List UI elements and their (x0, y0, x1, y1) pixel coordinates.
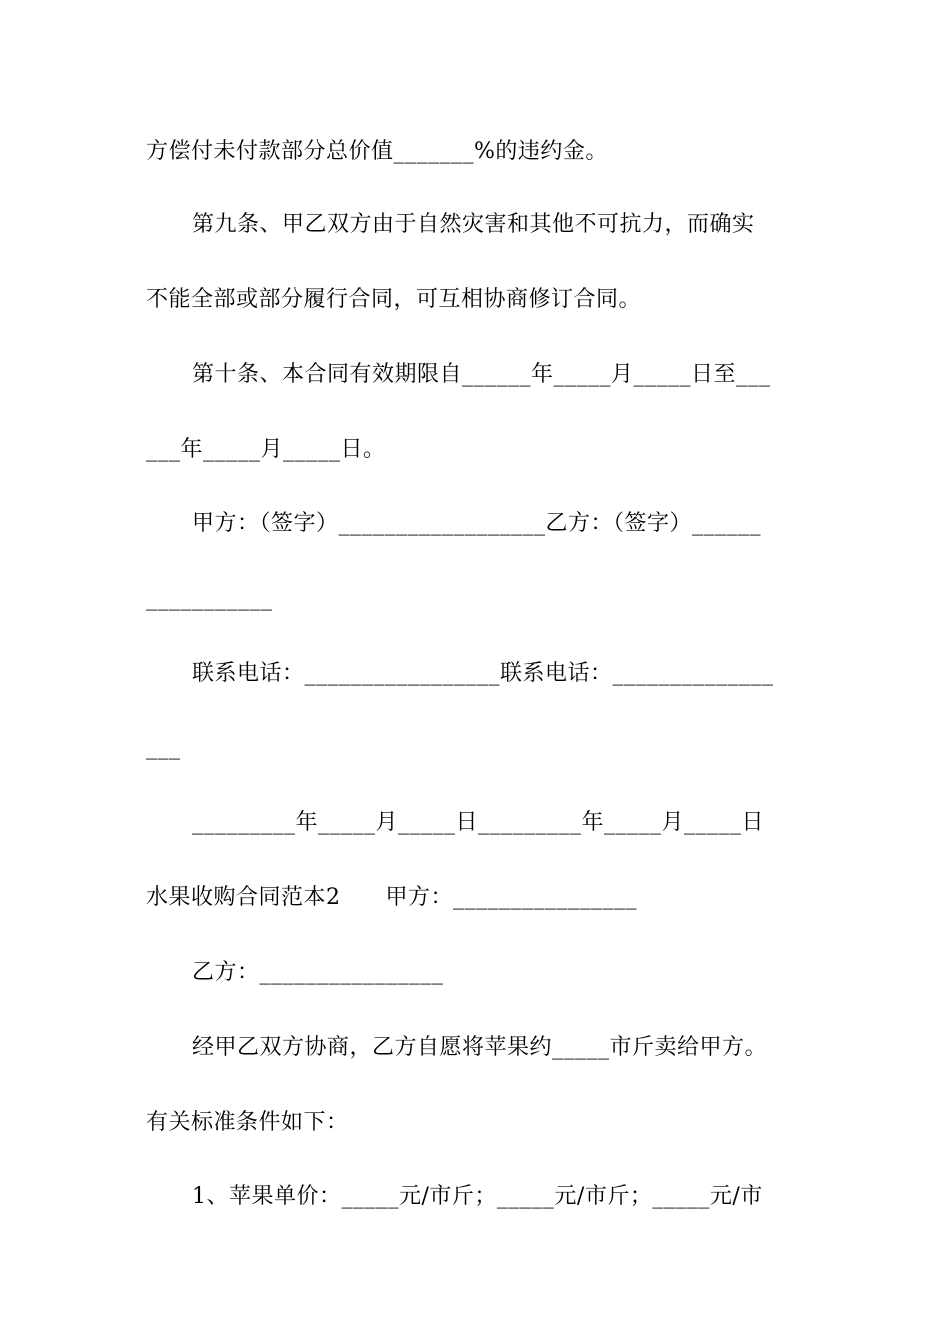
paragraph-line: 1、苹果单价：_____元/市斤；_____元/市斤；_____元/市 (192, 1184, 763, 1209)
paragraph-line: 不能全部或部分履行合同，可互相协商修订合同。 (146, 287, 642, 312)
signature-line: 甲方：（签字）__________________乙方：（签字）______ (192, 511, 762, 536)
paragraph-line: 第九条、甲乙双方由于自然灾害和其他不可抗力，而确实 (192, 212, 755, 237)
contact-line: ___ (146, 735, 181, 760)
contract-title-line: 水果收购合同范本2 甲方：________________ (146, 885, 637, 910)
paragraph-line: 有关标准条件如下： (146, 1110, 349, 1135)
date-line: _________年_____月_____日_________年_____月_____日 (192, 810, 765, 835)
signature-line: ___________ (146, 586, 273, 611)
paragraph-line: 第十条、本合同有效期限自______年_____月_____日至___ (192, 362, 771, 387)
party-line: 乙方：________________ (192, 960, 444, 985)
paragraph-line: 方偿付未付款部分总价值_______%的违约金。 (146, 139, 608, 164)
paragraph-line: 经甲乙双方协商，乙方自愿将苹果约_____市斤卖给甲方。 (192, 1035, 768, 1060)
paragraph-line: ___年_____月_____日。 (146, 437, 386, 462)
contact-line: 联系电话：_________________联系电话：______________ (192, 661, 774, 686)
